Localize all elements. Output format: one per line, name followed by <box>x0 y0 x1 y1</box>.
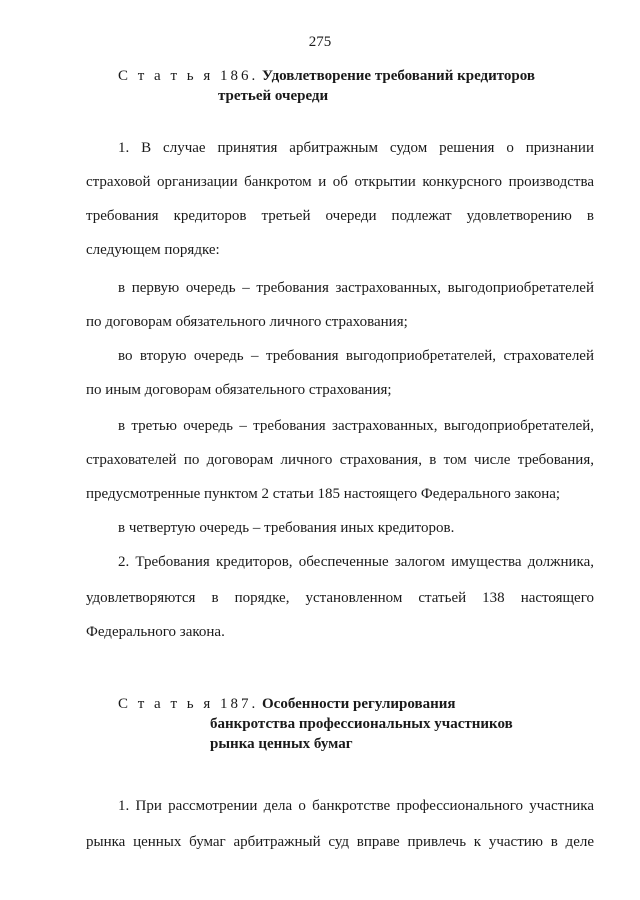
article-186-title-line2: третьей очереди <box>218 88 329 104</box>
paragraph-line: в третью очередь – требования застрахованных, выгодоприобретателей, <box>118 418 594 434</box>
article-186-heading <box>118 66 535 106</box>
paragraph-line: предусмотренные пунктом 2 статьи 185 настоящего Федерального закона; <box>86 486 561 502</box>
article-187-heading <box>118 694 513 754</box>
paragraph-line: следующем порядке: <box>86 242 220 258</box>
article-187-title-line1: Особенности регулирования <box>262 696 456 712</box>
paragraph-line: 2. Требования кредиторов, обеспеченные залогом имущества должника, <box>118 554 594 570</box>
paragraph-line: в первую очередь – требования застрахованных, выгодоприобретателей <box>118 280 594 296</box>
paragraph-line: по договорам обязательного личного страхования; <box>86 314 408 330</box>
paragraph-line: 1. В случае принятия арбитражным судом решения о признании <box>118 140 594 156</box>
paragraph-line: страховой организации банкротом и об открытии конкурсного производства <box>86 174 594 190</box>
paragraph-line: страхователей по договорам личного страхования, в том числе требования, <box>86 452 594 468</box>
paragraph-line: 1. При рассмотрении дела о банкротстве профессионального участника <box>118 798 594 814</box>
article-187-prefix: С т а т ь я 187. <box>118 696 259 712</box>
article-186-prefix: С т а т ь я 186. <box>118 68 259 84</box>
article-187-title-line3: рынка ценных бумаг <box>210 736 353 752</box>
paragraph-line: в четвертую очередь – требования иных кредиторов. <box>118 520 455 536</box>
paragraph-line: требования кредиторов третьей очереди подлежат удовлетворению в <box>86 208 594 224</box>
article-186-title-line1: Удовлетворение требований кредиторов <box>262 68 536 84</box>
paragraph-line: Федерального закона. <box>86 624 225 640</box>
paragraph-line: во вторую очередь – требования выгодоприобретателей, страхователей <box>118 348 594 364</box>
article-187-title-line2: банкротства профессиональных участников <box>210 716 513 732</box>
paragraph-line: по иным договорам обязательного страхования; <box>86 382 392 398</box>
paragraph-line: рынка ценных бумаг арбитражный суд вправе привлечь к участию в деле <box>86 834 594 850</box>
page-number: 275 <box>308 34 332 50</box>
paragraph-line: удовлетворяются в порядке, установленном статьей 138 настоящего <box>86 590 594 606</box>
